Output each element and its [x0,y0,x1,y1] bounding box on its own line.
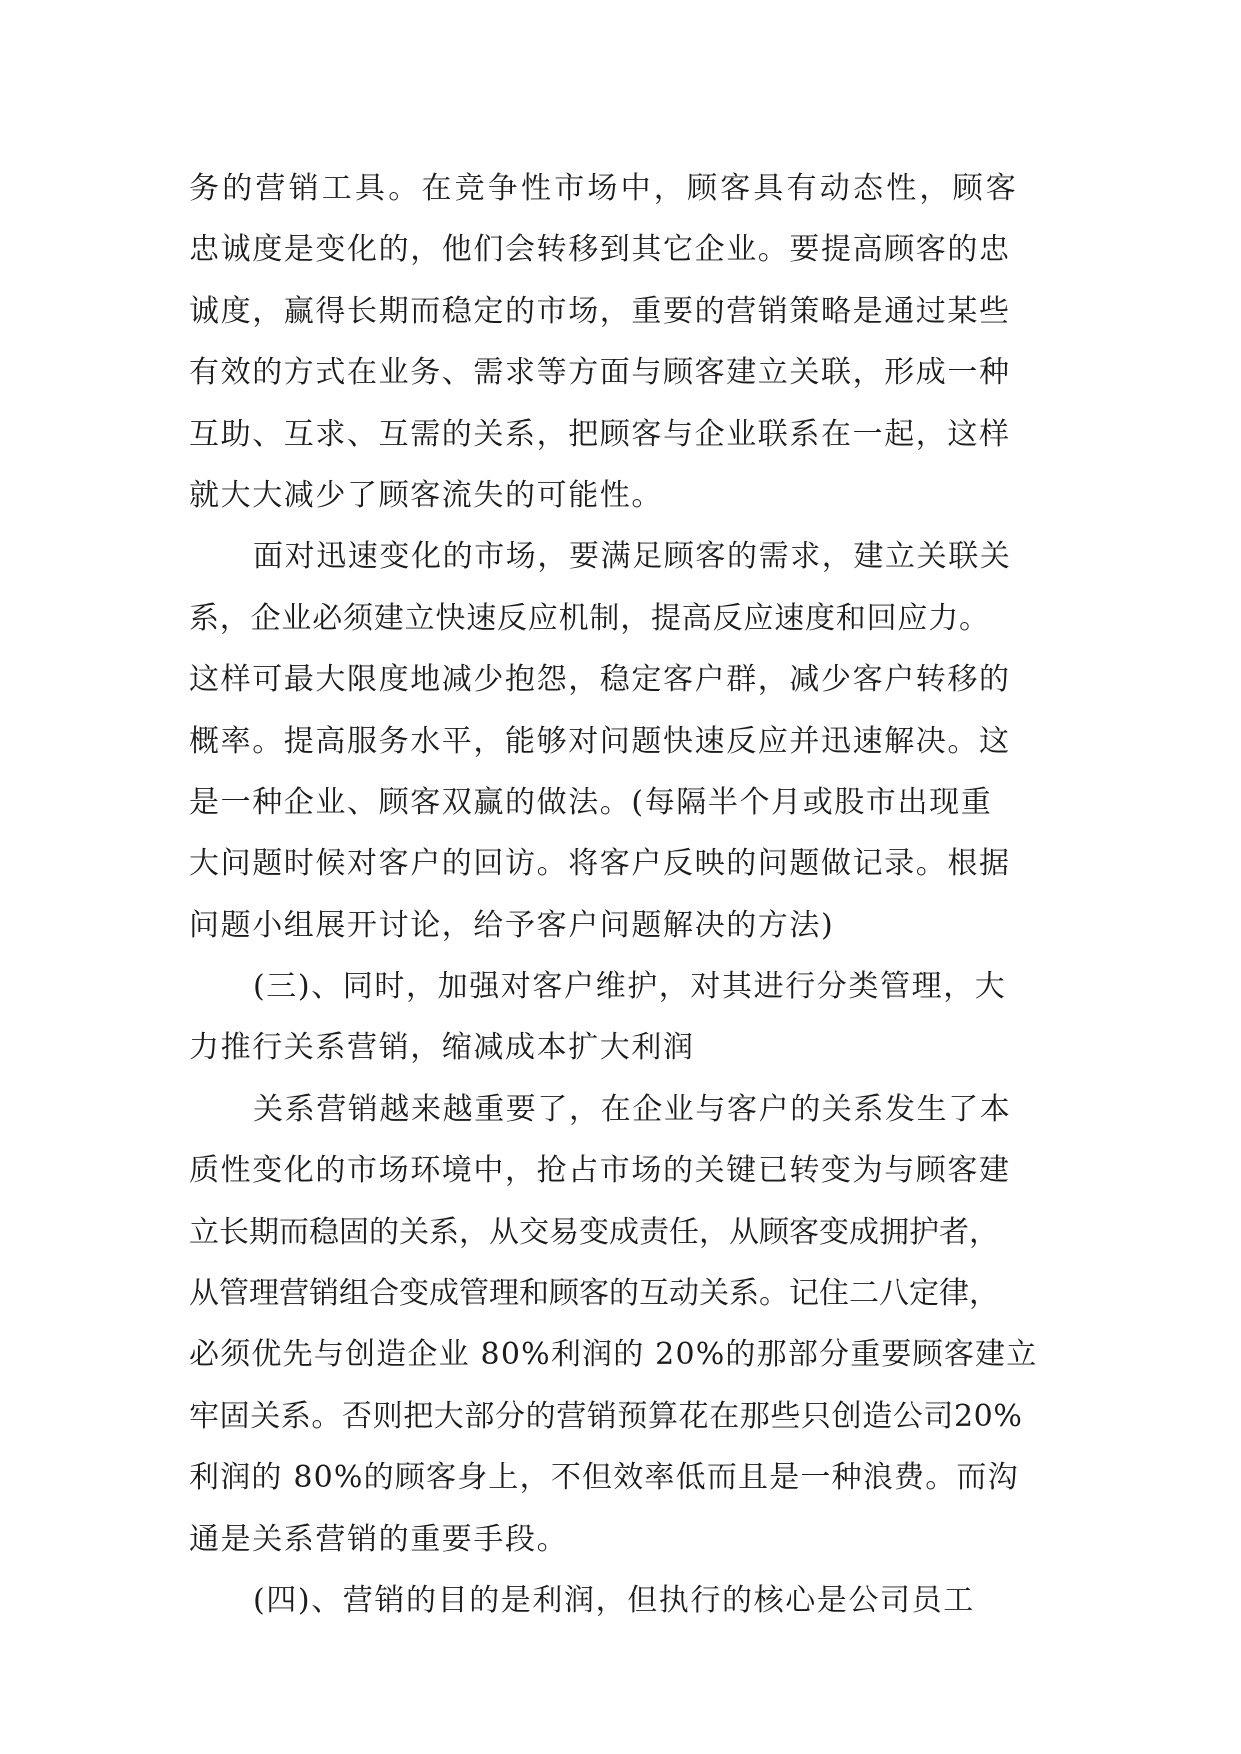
text-line: 利润的 80%的顾客身上，不但效率低而且是一种浪费。而沟 [189,1460,1019,1496]
text-line: 这样可最大限度地减少抱怨，稳定客户群，减少客户转移的 [189,662,1011,698]
text-line: 就大大减少了顾客流失的可能性。 [189,477,663,513]
text-line: 大问题时候对客户的回访。将客户反映的问题做记录。根据 [189,846,1011,882]
text-line: 必须优先与创造企业 80%利润的 20%的那部分重要顾客建立 [189,1337,1038,1373]
text-line: 概率。提高服务水平，能够对问题快速反应并迅速解决。这 [189,723,1011,759]
section-heading-line: (三)、同时，加强对客户维护，对其进行分类管理，大 [253,969,1007,1005]
section-heading-line: 力推行关系营销，缩减成本扩大利润 [189,1030,695,1066]
section-heading-line: (四)、营销的目的是利润，但执行的核心是公司员工 [253,1582,975,1618]
text-line: 牢固关系。否则把大部分的营销预算花在那些只创造公司20% [189,1398,1023,1434]
text-line: 务的营销工具。在竞争性市场中，顾客具有动态性，顾客 [189,171,1019,206]
text-line: 系，企业必须建立快速反应机制，提高反应速度和回应力。 [189,600,990,636]
text-line: 是一种企业、顾客双赢的做法。(每隔半个月或股市出现重 [189,784,993,820]
paragraph-first-line: 关系营销越来越重要了，在企业与客户的关系发生了本 [253,1091,1012,1127]
text-line: 互助、互求、互需的关系，把顾客与企业联系在一起，这样 [189,416,1011,452]
text-line: 问题小组展开讨论，给予客户问题解决的方法) [189,907,835,943]
paragraph-first-line: 面对迅速变化的市场，要满足顾客的需求，建立关联关 [253,539,1012,575]
text-line: 有效的方式在业务、需求等方面与顾客建立关联，形成一种 [189,355,1011,391]
text-line: 质性变化的市场环境中，抢占市场的关键已转变为与顾客建 [189,1153,1011,1189]
text-line: 从管理营销组合变成管理和顾客的互动关系。记住二八定律， [189,1276,999,1312]
text-line: 立长期而稳固的关系，从交易变成责任，从顾客变成拥护者， [189,1214,999,1250]
text-line: 诚度，赢得长期而稳定的市场，重要的营销策略是通过某些 [189,293,1011,329]
text-line: 忠诚度是变化的，他们会转移到其它企业。要提高顾客的忠 [189,232,1011,268]
document-body [189,158,1069,1631]
text-line: 通是关系营销的重要手段。 [189,1521,569,1557]
